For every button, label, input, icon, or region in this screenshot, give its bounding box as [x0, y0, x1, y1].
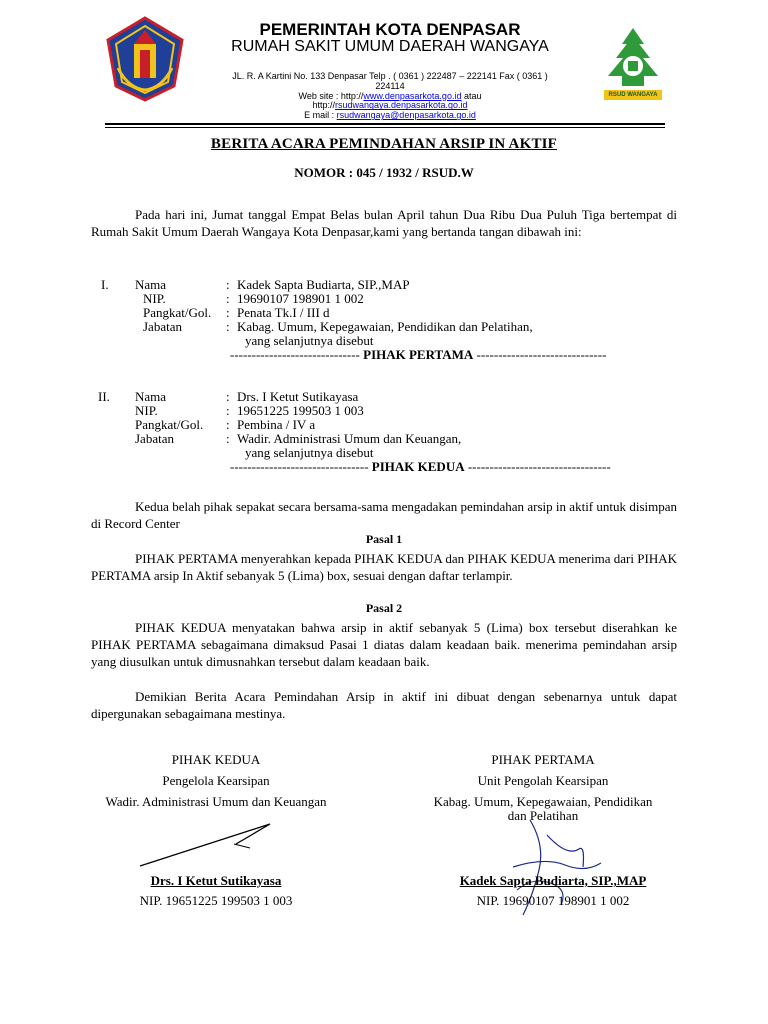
party2-rank: Pembina / IV a [237, 417, 316, 432]
email-link[interactable]: rsudwangaya@denpasarkota.go.id [336, 110, 476, 121]
party2-label-position: Jabatan [135, 431, 174, 446]
hospital-site-link[interactable]: rsudwangaya.denpasarkota.go.id [334, 100, 468, 111]
website-prefix: Web site : http:// [298, 90, 364, 101]
left-sign-name: Drs. I Ketut Sutikayasa [150, 873, 282, 888]
party1-numeral: I. [101, 277, 109, 292]
dash-right: --------------------------------- [467, 459, 611, 474]
party1-label-nip: NIP. [143, 291, 166, 306]
pasal1-heading: Pasal 1 [365, 532, 403, 546]
party1-role-line [230, 347, 670, 363]
denpasar-city-logo [104, 16, 186, 102]
colon: : [226, 277, 230, 292]
party1-rank: Penata Tk.I / III d [237, 305, 330, 320]
agreement-paragraph [91, 498, 677, 532]
logo-caption: RSUD WANGAYA [608, 92, 658, 98]
right-sign-role: PIHAK PERTAMA [491, 752, 595, 767]
party1-cont: yang selanjutnya disebut [245, 333, 374, 348]
party1-role: PIHAK PERTAMA [363, 347, 474, 362]
party1-label-name: Nama [135, 277, 167, 292]
closing-text: Demikian Berita Acara Pemindahan Arsip in aktif ini dibuat dengan sebenarnya untuk dapat dipergunakan sebagaimana mestinya. [91, 689, 677, 721]
pasal1-paragraph [91, 550, 677, 584]
party2-nip: 19651225 199503 1 003 [237, 403, 364, 418]
colon: : [226, 319, 230, 334]
header-hospital: RUMAH SAKIT UMUM DAERAH WANGAYA [231, 38, 549, 55]
colon: : [226, 389, 230, 404]
party1-label-rank: Pangkat/Gol. [143, 305, 212, 320]
left-sign-nip: NIP. 19651225 199503 1 003 [139, 893, 293, 908]
party2-position: Wadir. Administrasi Umum dan Keuangan, [237, 431, 462, 446]
party2-cont: yang selanjutnya disebut [245, 445, 374, 460]
left-sign-role: PIHAK KEDUA [171, 752, 261, 767]
intro-text: Pada hari ini, Jumat tanggal Empat Belas bulan April tahun Dua Ribu Dua Puluh Tiga bertempat di Rumah Sakit Umum Daerah Wangaya Kota Denpasar,kami yang bertanda tangan dibawah ini: [91, 207, 677, 239]
left-signature [130, 820, 280, 870]
email-prefix: E mail : [304, 110, 337, 121]
email-line [180, 111, 600, 121]
colon: : [226, 431, 230, 446]
party2-label-name: Nama [135, 389, 167, 404]
agreement-text: Kedua belah pihak sepakat secara bersama-sama mengadakan pemindahan arsip in aktif untuk disimpan di Record Center [91, 499, 677, 531]
header-divider-thin [105, 127, 665, 128]
website-suffix: atau [461, 90, 482, 101]
address-line-cont: 224114 [375, 80, 405, 91]
pasal2-heading: Pasal 2 [365, 601, 403, 615]
pasal2-text: PIHAK KEDUA menyatakan bahwa arsip in aktif sebanyak 5 (Lima) box tersebut diserahkan ke PIHAK PERTAMA sebagaimana dimaksud Pasai 1 diatas dalam keadaan baik. menerima pemindahan arsip yang diusulkan untuk dimusnahkan tersebut dalam keadaan baik. [91, 620, 677, 669]
party2-label-nip: NIP. [135, 403, 158, 418]
right-sign-name: Kadek Sapta Budiarta, SIP.,MAP [459, 873, 647, 888]
dash-right: ------------------------------ [476, 347, 607, 362]
party2-role: PIHAK KEDUA [371, 459, 465, 474]
party1-nip: 19690107 198901 1 002 [237, 291, 364, 306]
document-title: BERITA ACARA PEMINDAHAN ARSIP IN AKTIF [210, 136, 558, 152]
right-sign-position: Kabag. Umum, Kepegawaian, Pendidikan [433, 794, 653, 809]
party1-label-position: Jabatan [143, 319, 182, 334]
website-link[interactable]: www.denpasarkota.go.id [363, 90, 462, 101]
party2-numeral: II. [98, 389, 110, 404]
colon: : [226, 403, 230, 418]
header-divider-thick [105, 123, 665, 125]
url-prefix: http:// [312, 100, 335, 111]
dash-left: -------------------------------- [230, 459, 369, 474]
pasal2-paragraph [91, 619, 677, 670]
dash-left: ------------------------------ [230, 347, 360, 362]
colon: : [226, 291, 230, 306]
party2-label-rank: Pangkat/Gol. [135, 417, 204, 432]
party1-position: Kabag. Umum, Kepegawaian, Pendidikan dan Pelatihan, [237, 319, 533, 334]
colon: : [226, 305, 230, 320]
intro-paragraph [91, 206, 677, 240]
left-sign-position: Wadir. Administrasi Umum dan Keuangan [105, 794, 327, 809]
colon: : [226, 417, 230, 432]
right-sign-unit: Unit Pengolah Kearsipan [477, 773, 609, 788]
closing-paragraph [91, 688, 677, 722]
address-line: JL. R. A Kartini No. 133 Denpasar Telp . ( 0361 ) 222487 – 222141 Fax ( 0361 ) [232, 71, 548, 81]
left-sign-unit: Pengelola Kearsipan [162, 773, 270, 788]
header-government: PEMERINTAH KOTA DENPASAR [259, 20, 521, 39]
right-sign-nip: NIP. 19690107 198901 1 002 [476, 893, 630, 908]
rsud-wangaya-logo [600, 26, 666, 106]
pasal1-text: PIHAK PERTAMA menyerahkan kepada PIHAK KEDUA dan PIHAK KEDUA menerima dari PIHAK PERTAMA arsip In Aktif sebanyak 5 (Lima) box, sesuai dengan daftar terlampir. [91, 551, 677, 583]
header-address-block [180, 72, 600, 121]
party2-name: Drs. I Ketut Sutikayasa [237, 389, 359, 404]
party1-name: Kadek Sapta Budiarta, SIP.,MAP [237, 277, 410, 292]
right-sign-position-cont: dan Pelatihan [507, 808, 579, 823]
party2-role-line [230, 459, 670, 475]
document-number: NOMOR : 045 / 1932 / RSUD.W [294, 165, 474, 180]
